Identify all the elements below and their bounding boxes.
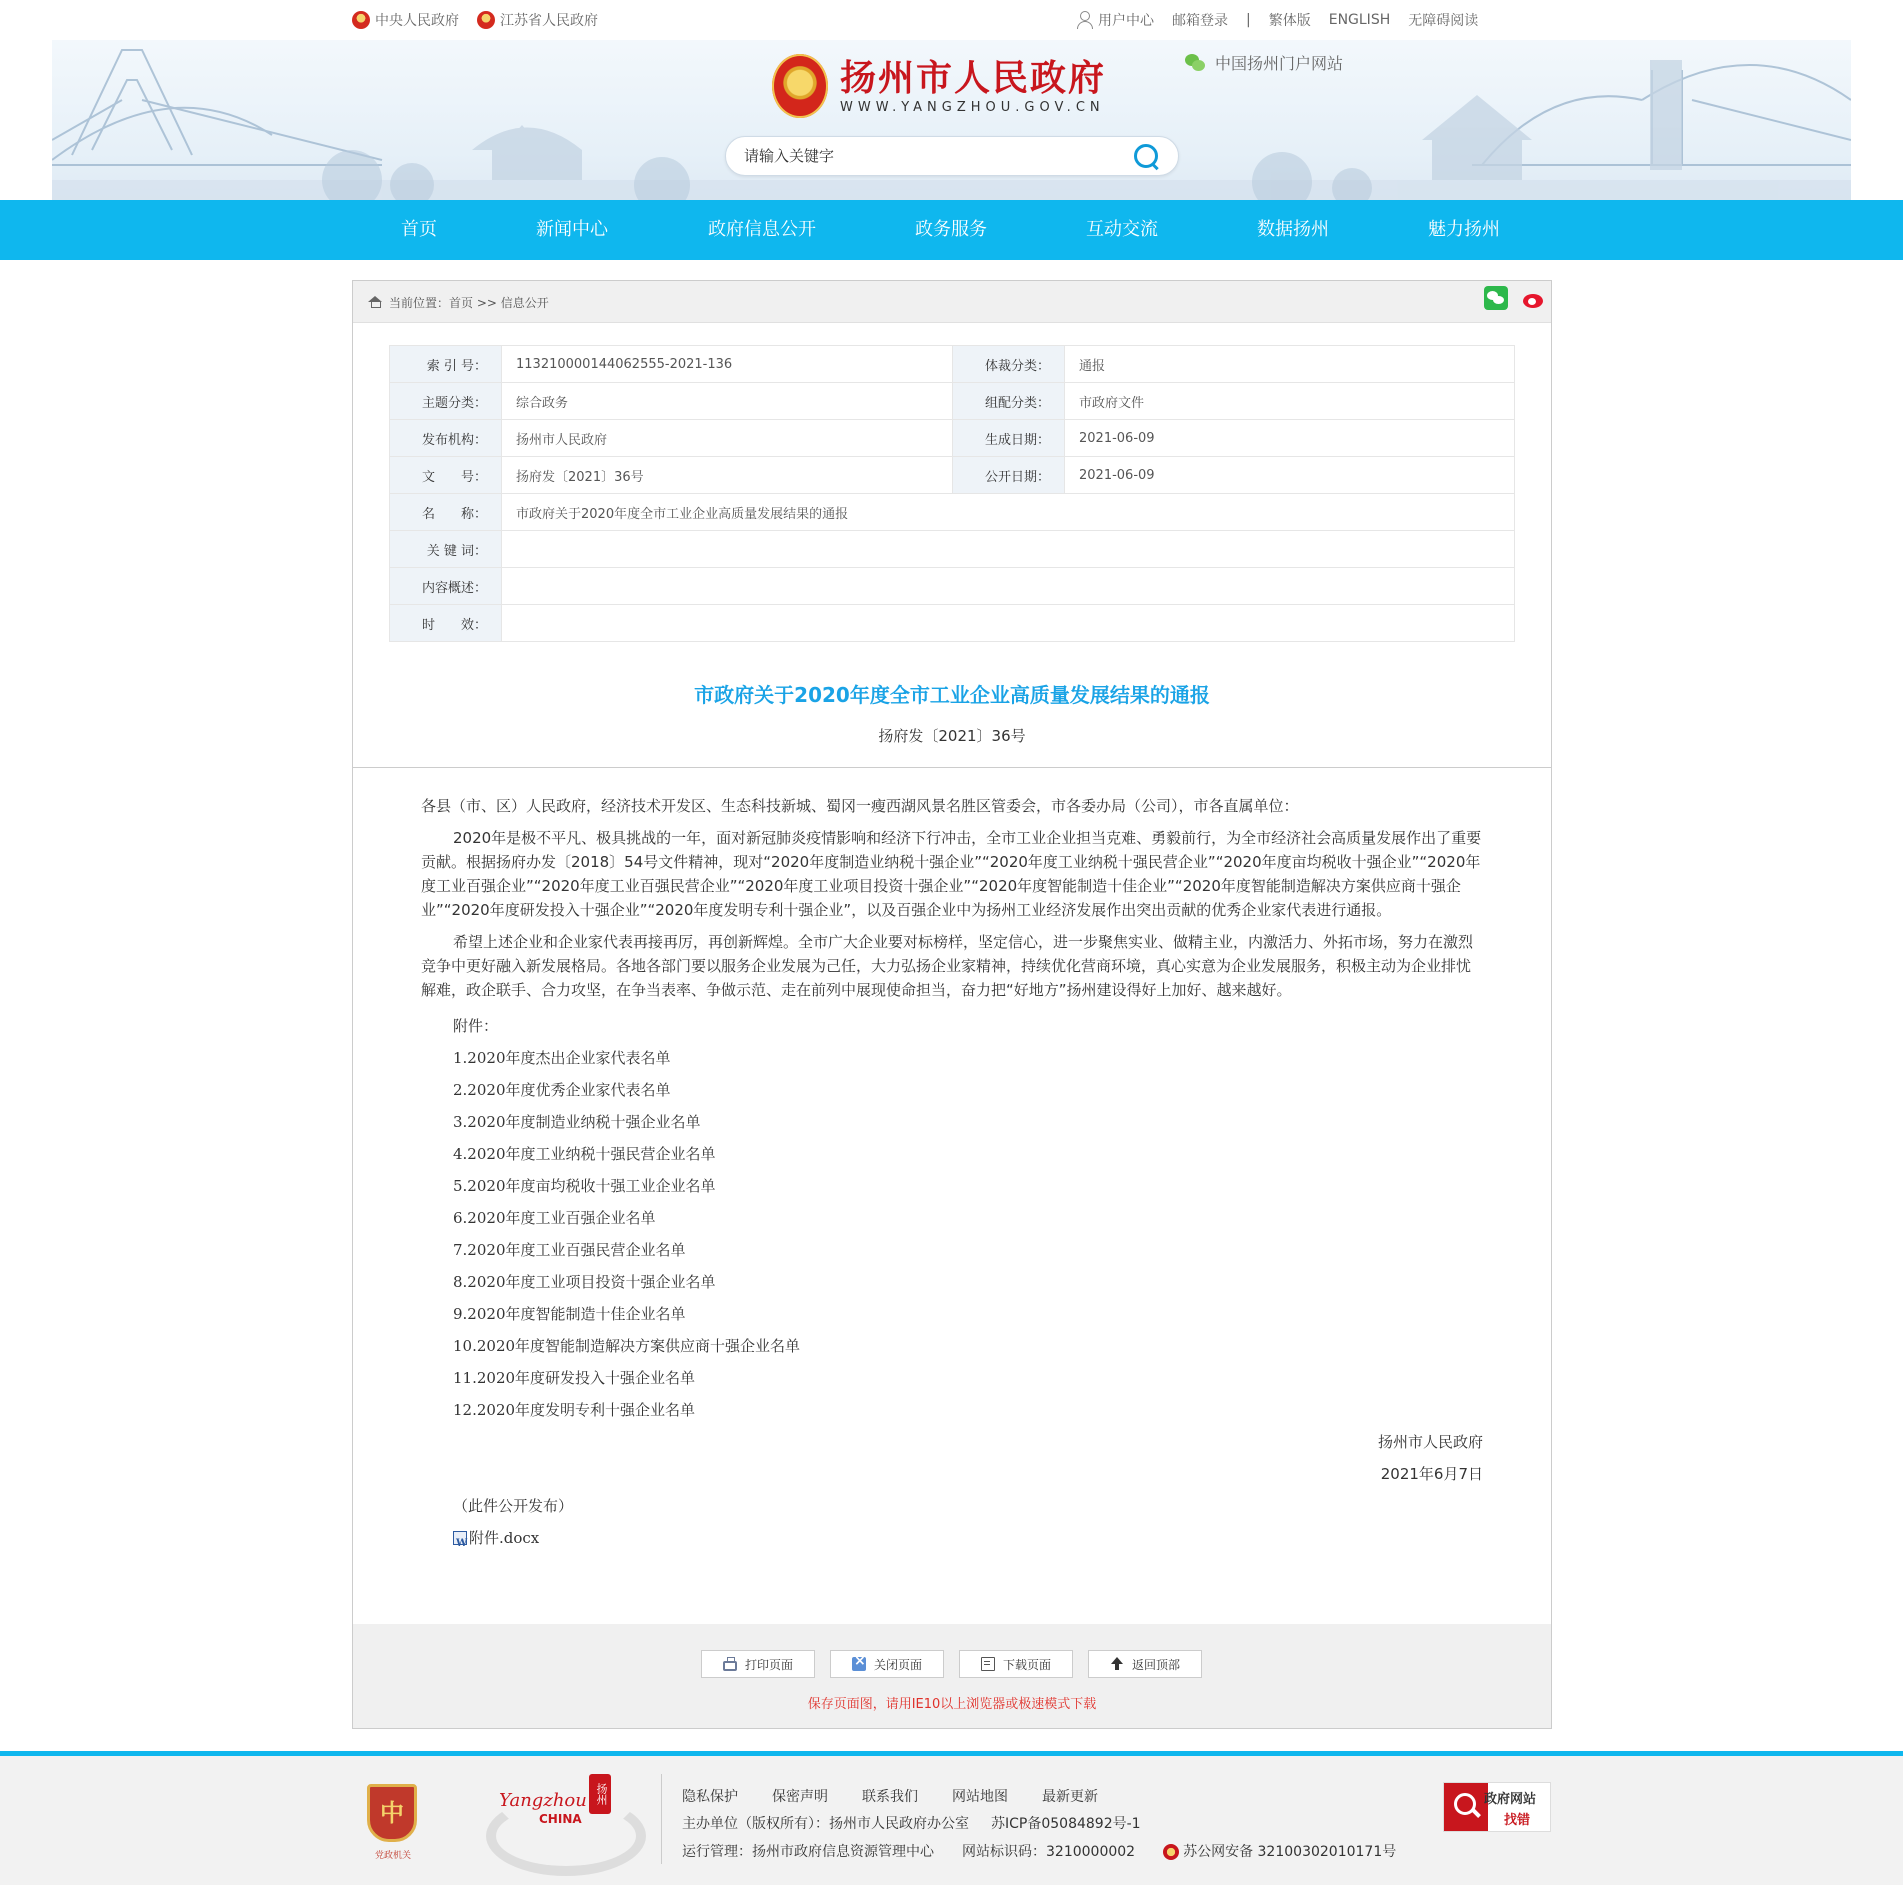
download-page-button[interactable]: 下载页面 <box>959 1650 1073 1678</box>
word-document-icon <box>453 1531 467 1545</box>
sign-date: 2021年6月7日 <box>1380 1465 1483 1483</box>
list-item: 5.2020年度亩均税收十强工业企业名单 <box>453 1177 716 1195</box>
paragraph: 2020年是极不平凡、极具挑战的一年，面对新冠肺炎疫情影响和经济下行冲击，全市工业企业担当克难、勇毅前行，为全市经济社会高质量发展作出了重要贡献。根据扬府办发〔2018〕54号文件精神，现对“2020年度制造业纳税十强企业”“2020年度工业纳税十强民营企业”“2020年度亩均税收十强企业”“2020年度工业百强企业”“2020年度工业百强民营企业”“2020年度工业项目投资十强企业”“2020年度智能制造十佳企业”“2020年度智能制造解决方案供应商十强企业”“2020年度研发投入十强企业”“2020年度发明专利十强企业”，以及百强企业中为扬州工业经济发展作出突出贡献的优秀企业家代表进行通报。 <box>421 829 1482 919</box>
mail-login-link[interactable]: 邮箱登录 <box>1172 13 1228 29</box>
close-page-button[interactable]: × 关闭页面 <box>830 1650 944 1678</box>
footer-links <box>682 1786 1098 1806</box>
document-title: 市政府关于2020年度全市工业企业高质量发展结果的通报 <box>694 683 1210 707</box>
english-link[interactable]: ENGLISH <box>1328 12 1391 28</box>
document-body <box>421 794 1483 1554</box>
publish-note: （此件公开发布） <box>453 1497 574 1515</box>
site-url: WWW.YANGZHOU.GOV.CN <box>840 99 1105 115</box>
table-row: 文 号： 扬府发〔2021〕36号 公开日期： 2021-06-09 <box>390 457 1515 494</box>
jiangsu-gov-link[interactable]: 江苏省人民政府 <box>477 10 598 30</box>
attachment-file-link[interactable]: W 附件.docx <box>421 1522 1483 1554</box>
nav-interaction[interactable]: 互动交流 <box>1086 219 1158 240</box>
national-emblem-icon <box>772 54 828 118</box>
site-title: 扬州市人民政府 <box>840 56 1107 99</box>
nav-gov-services[interactable]: 政务服务 <box>915 219 987 240</box>
nav-home[interactable]: 首页 <box>401 219 437 240</box>
breadcrumb-text[interactable]: 当前位置：首页 >> 信息公开 <box>389 296 549 310</box>
list-item: 12.2020年度发明专利十强企业名单 <box>453 1401 696 1419</box>
salutation: 各县（市、区）人民政府，经济技术开发区、生态科技新城、蜀冈一瘦西湖风景名胜区管委会，市各委办局（公司），市各直属单位： <box>421 797 1299 815</box>
table-row: 时 效： <box>390 605 1515 642</box>
site-code: 网站标识码：3210000002 <box>962 1844 1136 1860</box>
genre: 通报 <box>1065 346 1515 383</box>
badge-label: 党政机关 <box>374 1851 411 1861</box>
article-container <box>352 280 1552 1729</box>
table-row: 发布机构： 扬州市人民政府 生成日期： 2021-06-09 <box>390 420 1515 457</box>
paragraph: 希望上述企业和企业家代表再接再厉，再创新辉煌。全市广大企业要对标榜样，坚定信心，进一步聚焦实业、做精主业，内激活力、外拓市场，努力在激烈竞争中更好融入新发展格局。各地各部门要以服务企业发展为己任，大力弘扬企业家精神，持续优化营商环境，真心实意为企业发展服务，积极主动为企业排忧解难，政企联手、合力攻坚，在争当表率、争做示范、走在前列中展现使命担当，奋力把“好地方”扬州建设得好上加好、越来越好。 <box>421 933 1474 999</box>
list-item: 10.2020年度智能制造解决方案供应商十强企业名单 <box>453 1337 801 1355</box>
privacy-link[interactable]: 隐私保护 <box>682 1789 738 1805</box>
header-banner <box>52 40 1851 200</box>
page-tools <box>353 1624 1551 1728</box>
latest-updates-link[interactable]: 最新更新 <box>1042 1789 1098 1805</box>
operator: 运行管理：扬州市政府信息资源管理中心 <box>682 1844 934 1860</box>
back-to-top-button[interactable]: 返回顶部 <box>1088 1650 1202 1678</box>
table-row: 关 键 词： <box>390 531 1515 568</box>
download-warning: 保存页面图，请用IE10以上浏览器或极速模式下载 <box>807 1697 1097 1712</box>
list-item: 8.2020年度工业项目投资十强企业名单 <box>453 1273 716 1291</box>
magnifier-icon <box>1444 1783 1488 1831</box>
footer-info <box>682 1841 1396 1861</box>
portal-label[interactable]: 中国扬州门户网站 <box>1185 51 1343 74</box>
list-item: 1.2020年度杰出企业家代表名单 <box>453 1049 671 1067</box>
divider <box>661 1774 662 1864</box>
nav-info-disclosure[interactable]: 政府信息公开 <box>708 219 816 240</box>
breadcrumb <box>353 281 1551 323</box>
user-center-link[interactable]: 用户中心 <box>1076 10 1154 30</box>
document-meta-table <box>389 345 1515 642</box>
search-box <box>725 136 1179 176</box>
list-item: 11.2020年度研发投入十强企业名单 <box>453 1369 696 1387</box>
site-logo[interactable] <box>772 54 1106 118</box>
table-row: 主题分类： 综合政务 组配分类： 市政府文件 <box>390 383 1515 420</box>
party-gov-badge-icon[interactable] <box>367 1784 417 1842</box>
printer-icon <box>723 1661 737 1671</box>
yangzhou-china-logo: Yangzhou CHINA 扬州 <box>484 1772 654 1872</box>
document-download-icon <box>981 1657 995 1671</box>
list-item: 4.2020年度工业纳税十强民营企业名单 <box>453 1145 716 1163</box>
signer: 扬州市人民政府 <box>1377 1433 1483 1451</box>
police-record-link[interactable]: 苏公网安备 32100302010171号 <box>1163 1841 1396 1861</box>
central-gov-link[interactable]: 中央人民政府 <box>352 10 459 30</box>
national-emblem-icon <box>477 11 495 29</box>
nav-data-yangzhou[interactable]: 数据扬州 <box>1257 219 1329 240</box>
police-badge-icon <box>1163 1844 1179 1860</box>
list-item: 2.2020年度优秀企业家代表名单 <box>453 1081 671 1099</box>
nav-news[interactable]: 新闻中心 <box>536 219 608 240</box>
index-number: 113210000144062555-2021-136 <box>502 346 953 383</box>
confidentiality-link[interactable]: 保密声明 <box>772 1789 828 1805</box>
divider <box>353 767 1551 768</box>
list-item: 7.2020年度工业百强民营企业名单 <box>453 1241 686 1259</box>
user-icon <box>1076 11 1092 29</box>
traditional-chinese-link[interactable]: 繁体版 <box>1268 13 1311 29</box>
share-weibo-icon[interactable] <box>1521 286 1547 310</box>
table-row: 名 称： 市政府关于2020年度全市工业企业高质量发展结果的通报 <box>390 494 1515 531</box>
contact-link[interactable]: 联系我们 <box>862 1789 918 1805</box>
close-icon <box>852 1657 866 1671</box>
print-button[interactable]: 打印页面 <box>701 1650 815 1678</box>
top-bar <box>0 0 1903 40</box>
document-number: 扬府发〔2021〕36号 <box>878 727 1026 745</box>
main-nav <box>0 200 1903 260</box>
footer <box>0 1756 1903 1885</box>
nav-charm-yangzhou[interactable]: 魅力扬州 <box>1428 219 1500 240</box>
gov-site-error-report-badge[interactable]: 政府网站 找错 <box>1443 1782 1551 1832</box>
attachment-label: 附件： <box>453 1017 499 1035</box>
share-wechat-icon[interactable] <box>1484 286 1508 310</box>
icp-link[interactable]: 苏ICP备05084892号-1 <box>991 1816 1141 1832</box>
list-item: 9.2020年度智能制造十佳企业名单 <box>453 1305 686 1323</box>
list-item: 3.2020年度制造业纳税十强企业名单 <box>453 1113 701 1131</box>
separator: | <box>1246 12 1251 28</box>
footer-info <box>682 1813 1141 1833</box>
table-row: 索 引 号： 113210000144062555-2021-136 体裁分类： 通报 <box>390 346 1515 383</box>
search-icon[interactable] <box>1134 144 1160 170</box>
sponsor: 主办单位（版权所有）：扬州市人民政府办公室 <box>682 1816 969 1832</box>
national-emblem-icon <box>352 11 370 29</box>
arrow-up-icon <box>1110 1657 1124 1671</box>
home-icon <box>368 296 382 308</box>
search-input[interactable] <box>744 147 1104 165</box>
accessibility-link[interactable]: 无障碍阅读 <box>1408 13 1479 29</box>
attachment-list <box>421 1042 1483 1426</box>
wechat-icon <box>1185 54 1207 72</box>
list-item: 6.2020年度工业百强企业名单 <box>453 1209 656 1227</box>
sitemap-link[interactable]: 网站地图 <box>952 1789 1008 1805</box>
table-row: 内容概述： <box>390 568 1515 605</box>
